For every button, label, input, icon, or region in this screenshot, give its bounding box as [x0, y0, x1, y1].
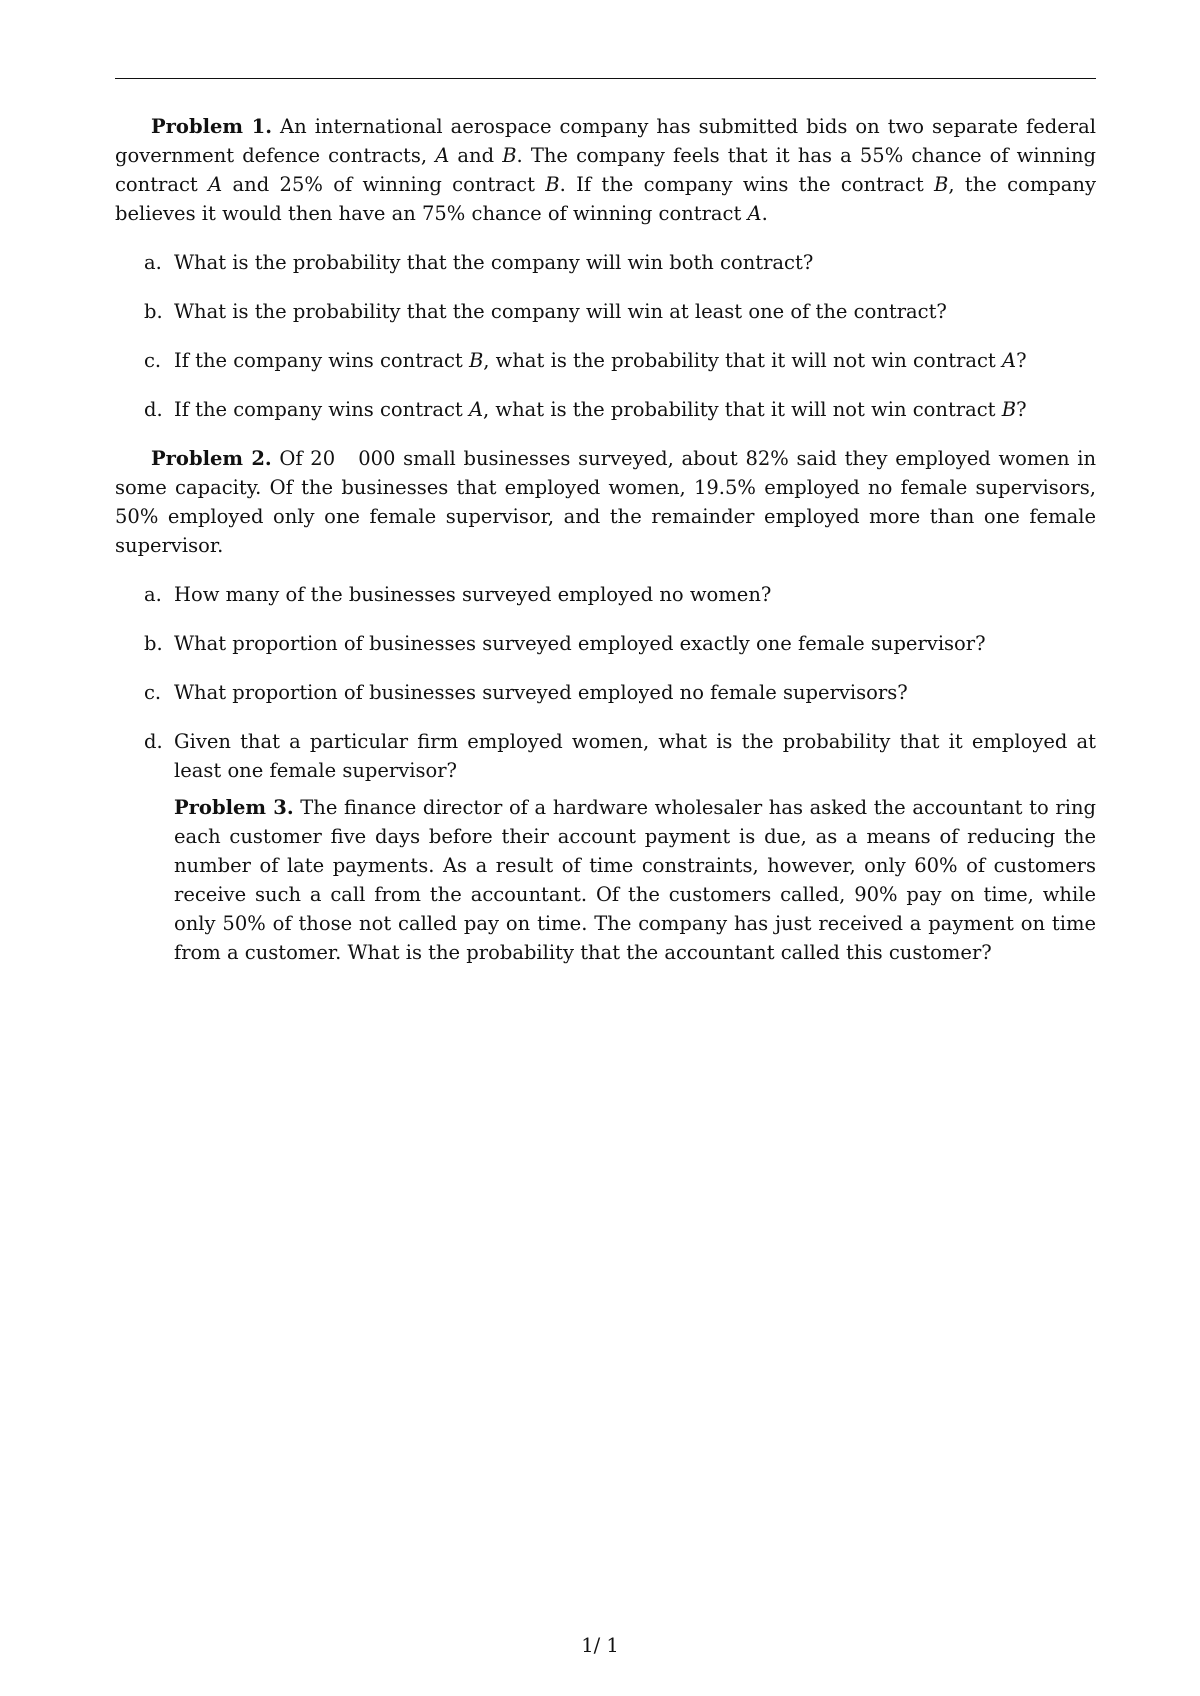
- problem-1-text: , the company believes it would then have an 75% chance of winning contract: [115, 173, 1097, 225]
- problem-1-heading: Problem 1.: [151, 115, 273, 138]
- math-var: B: [502, 144, 517, 167]
- math-var: B: [1001, 398, 1017, 421]
- question-text: Given that a particular firm employed women, what is the probability that it employed at least one female supervisor?: [174, 730, 1096, 782]
- problem-2-question-c: [115, 678, 1096, 707]
- question-text: What is the probability that the company will win at least one of the contract?: [174, 300, 947, 323]
- problem-2-questions: [115, 580, 1096, 785]
- problem-2-question-b: [115, 629, 1096, 658]
- problem-1-question-b: [115, 297, 1096, 326]
- problem-2-question-a: [115, 580, 1096, 609]
- question-text: What is the probability that the company will win both contract?: [174, 251, 814, 274]
- item-marker: b.: [144, 300, 163, 323]
- item-marker: a.: [144, 251, 162, 274]
- problem-3-statement: [174, 793, 1096, 967]
- document-body: [115, 112, 1103, 967]
- math-var: A: [208, 173, 223, 196]
- problem-2-text: Of 20 000 small businesses surveyed, about 82% said they employed women in some capacity. Of the businesses that employed women, 19.5% employed no female supervisors, 50% employed only one female supervisor, and the remainder employed more than one female supervisor.: [115, 447, 1103, 557]
- question-text: What proportion of businesses surveyed employed no female supervisors?: [174, 681, 908, 704]
- problem-2-heading: Problem 2.: [151, 447, 272, 470]
- problem-2-question-d: [115, 727, 1096, 785]
- problem-1-question-a: [115, 248, 1096, 277]
- item-marker: c.: [144, 349, 162, 372]
- item-marker: a.: [144, 583, 162, 606]
- math-var: B: [545, 173, 560, 196]
- problem-2-statement: [115, 444, 1103, 560]
- problem-1-text: An international aerospace company has submitted bids on two separate federal government defence contracts,: [115, 115, 1096, 167]
- problem-3-heading: Problem 3.: [174, 796, 294, 819]
- question-text: How many of the businesses surveyed employed no women?: [174, 583, 772, 606]
- item-marker: c.: [144, 681, 162, 704]
- problem-1-text: . If the company wins the contract: [559, 173, 935, 196]
- problem-1-statement: [115, 112, 1096, 228]
- math-var: A: [468, 398, 484, 421]
- problem-1-questions: [115, 248, 1096, 424]
- question-text: [174, 349, 1027, 372]
- item-marker: d.: [144, 398, 163, 421]
- item-marker: d.: [144, 730, 163, 753]
- question-text-part: , what is the probability that it will not win contract: [483, 349, 1002, 372]
- problem-1-question-c: [115, 346, 1096, 375]
- math-var: B: [934, 173, 949, 196]
- problem-1-question-d: [115, 395, 1096, 424]
- problem-3-text: The finance director of a hardware wholesaler has asked the accountant to ring each customer five days before their account payment is due, as a means of reducing the number of late payments. As a result of time constraints, however, only 60% of customers receive such a call from the accountant. Of the customers called, 90% pay on time, while only 50% of those not called pay on time. The company has just received a payment on time from a customer. What is the probability that the accountant called this customer?: [174, 796, 1096, 964]
- page-number: 1/ 1: [581, 1634, 619, 1657]
- question-text-part: ?: [1016, 398, 1027, 421]
- question-text: [174, 398, 1027, 421]
- math-var: A: [435, 144, 450, 167]
- problem-1-text: and: [449, 144, 503, 167]
- problem-1-text: .: [761, 202, 768, 225]
- question-text-part: If the company wins contract: [174, 398, 469, 421]
- problem-1-text: and 25% of winning contract: [222, 173, 546, 196]
- problem-1-text: . The company feels that it has a 55% chance of winning contract: [115, 144, 1096, 196]
- question-text-part: , what is the probability that it will not win contract: [483, 398, 1002, 421]
- math-var: A: [1001, 349, 1017, 372]
- question-text-part: ?: [1016, 349, 1027, 372]
- item-marker: b.: [144, 632, 163, 655]
- question-text-part: If the company wins contract: [174, 349, 469, 372]
- question-text: What proportion of businesses surveyed employed exactly one female supervisor?: [174, 632, 986, 655]
- math-var: B: [468, 349, 484, 372]
- top-rule: [115, 78, 1096, 79]
- math-var: A: [747, 202, 762, 225]
